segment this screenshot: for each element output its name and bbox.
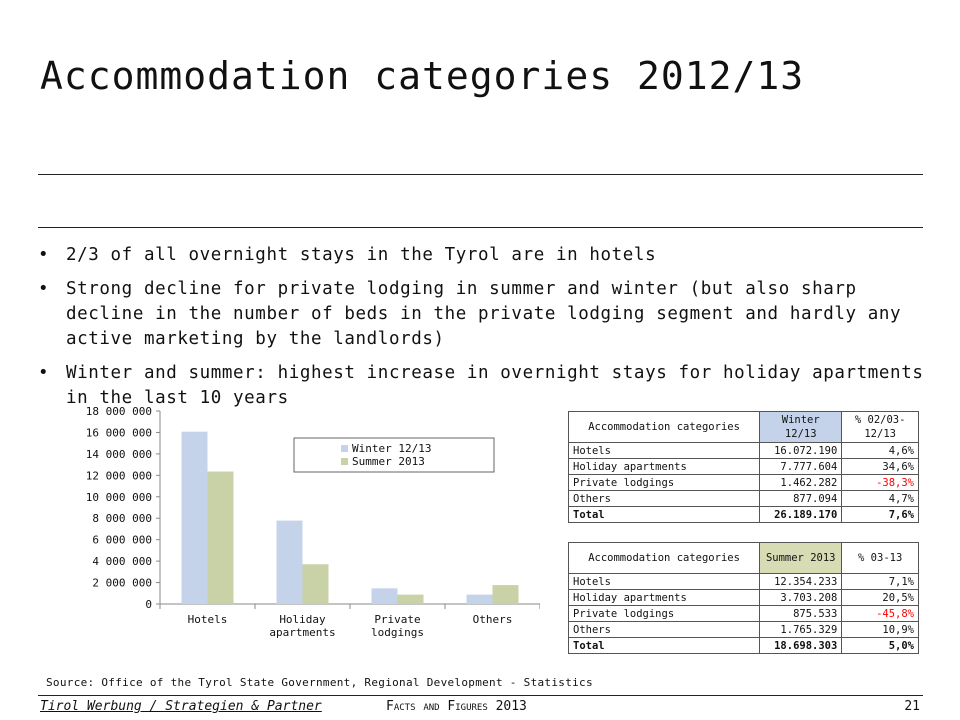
table-cell-change: -45,8% <box>842 606 919 622</box>
table-cell-category: Holiday apartments <box>569 459 760 475</box>
summer-table-header-category: Accommodation categories <box>569 543 760 574</box>
summer-table-header-value: Summer 2013 <box>760 543 842 574</box>
bar-winter <box>182 432 208 604</box>
bar-winter <box>467 595 493 604</box>
y-tick-label: 8 000 000 <box>92 512 152 526</box>
table-cell-value: 1.765.329 <box>760 622 842 638</box>
winter-table-header-change: % 02/03-12/13 <box>842 412 919 443</box>
x-tick-label: Holiday <box>279 613 326 626</box>
bullet-list <box>30 243 930 420</box>
y-tick-label: 4 000 000 <box>92 555 152 569</box>
winter-table-header-value: Winter 12/13 <box>760 412 842 443</box>
table-row <box>569 622 919 638</box>
bar-summer <box>398 595 424 604</box>
y-tick-label: 18 000 000 <box>85 405 152 418</box>
table-cell-value: 26.189.170 <box>760 507 842 523</box>
table-cell-value: 1.462.282 <box>760 475 842 491</box>
footer-title: Facts and Figures 2013 <box>386 699 527 714</box>
y-tick-label: 10 000 000 <box>85 490 152 504</box>
y-tick-label: 6 000 000 <box>92 533 152 547</box>
y-tick-label: 0 <box>145 598 152 611</box>
table-cell-value: 16.072.190 <box>760 443 842 459</box>
y-tick-label: 12 000 000 <box>85 469 152 483</box>
table-cell-change: 7,6% <box>842 507 919 523</box>
summer-table <box>568 542 919 654</box>
footer-organization: Tirol Werbung / Strategien & Partner <box>40 699 322 714</box>
source-note: Source: Office of the Tyrol State Government, Regional Development - Statistics <box>46 676 593 689</box>
table-cell-change: 7,1% <box>842 574 919 590</box>
bullet-dot-icon: • <box>38 363 50 383</box>
title-divider-bottom <box>38 227 923 228</box>
page-number: 21 <box>904 699 920 714</box>
table-cell-value: 875.533 <box>760 606 842 622</box>
table-row <box>569 491 919 507</box>
bar-summer <box>493 585 519 604</box>
bullet-item <box>30 361 930 411</box>
table-row <box>569 443 919 459</box>
table-cell-change: 10,9% <box>842 622 919 638</box>
bullet-item <box>30 277 930 352</box>
table-cell-category: Hotels <box>569 574 760 590</box>
legend-label: Summer 2013 <box>352 455 425 468</box>
table-cell-value: 12.354.233 <box>760 574 842 590</box>
x-tick-label: lodgings <box>371 626 424 639</box>
slide-title: Accommodation categories 2012/13 <box>40 54 805 98</box>
table-row <box>569 574 919 590</box>
bar-winter <box>372 588 398 604</box>
bullet-item <box>30 243 930 268</box>
x-tick-label: apartments <box>269 626 336 639</box>
table-cell-category: Total <box>569 507 760 523</box>
table-cell-category: Private lodgings <box>569 606 760 622</box>
legend-swatch <box>341 445 348 452</box>
winter-table-header-category: Accommodation categories <box>569 412 760 443</box>
table-cell-change: 34,6% <box>842 459 919 475</box>
table-cell-category: Total <box>569 638 760 654</box>
table-cell-category: Others <box>569 622 760 638</box>
table-total-row <box>569 507 919 523</box>
bullet-text: 2/3 of all overnight stays in the Tyrol are in hotels <box>66 245 657 265</box>
table-row <box>569 606 919 622</box>
x-tick-label: Others <box>472 613 513 626</box>
table-cell-value: 3.703.208 <box>760 590 842 606</box>
y-tick-label: 2 000 000 <box>92 576 152 590</box>
table-cell-category: Holiday apartments <box>569 590 760 606</box>
footer-divider <box>38 695 923 696</box>
legend-label: Winter 12/13 <box>352 442 432 455</box>
bullet-dot-icon: • <box>38 279 50 299</box>
y-tick-label: 16 000 000 <box>85 426 152 440</box>
table-cell-category: Others <box>569 491 760 507</box>
table-total-row <box>569 638 919 654</box>
table-cell-value: 7.777.604 <box>760 459 842 475</box>
table-cell-change: 20,5% <box>842 590 919 606</box>
table-cell-value: 877.094 <box>760 491 842 507</box>
table-cell-change: 4,6% <box>842 443 919 459</box>
bullet-dot-icon: • <box>38 245 50 265</box>
table-cell-change: 5,0% <box>842 638 919 654</box>
bullet-text: Winter and summer: highest increase in overnight stays for holiday apartments in the last 10 years <box>66 363 924 408</box>
summer-table-header-change: % 03-13 <box>842 543 919 574</box>
title-divider-top <box>38 174 923 175</box>
y-tick-label: 14 000 000 <box>85 447 152 461</box>
table-cell-category: Private lodgings <box>569 475 760 491</box>
legend-swatch <box>341 458 348 465</box>
x-tick-label: Private <box>374 613 421 626</box>
winter-table <box>568 411 919 523</box>
x-tick-label: Hotels <box>187 613 228 626</box>
table-cell-category: Hotels <box>569 443 760 459</box>
table-row <box>569 475 919 491</box>
table-cell-change: 4,7% <box>842 491 919 507</box>
bar-summer <box>303 564 329 604</box>
table-cell-change: -38,3% <box>842 475 919 491</box>
bar-summer <box>208 472 234 604</box>
table-cell-value: 18.698.303 <box>760 638 842 654</box>
bullet-text: Strong decline for private lodging in summer and winter (but also sharp decline in the number of beds in the private lodging segment and hardly any active marketing by the landlords) <box>66 279 902 349</box>
bar-winter <box>277 521 303 604</box>
table-row <box>569 590 919 606</box>
bar-chart <box>40 405 540 645</box>
table-row <box>569 459 919 475</box>
